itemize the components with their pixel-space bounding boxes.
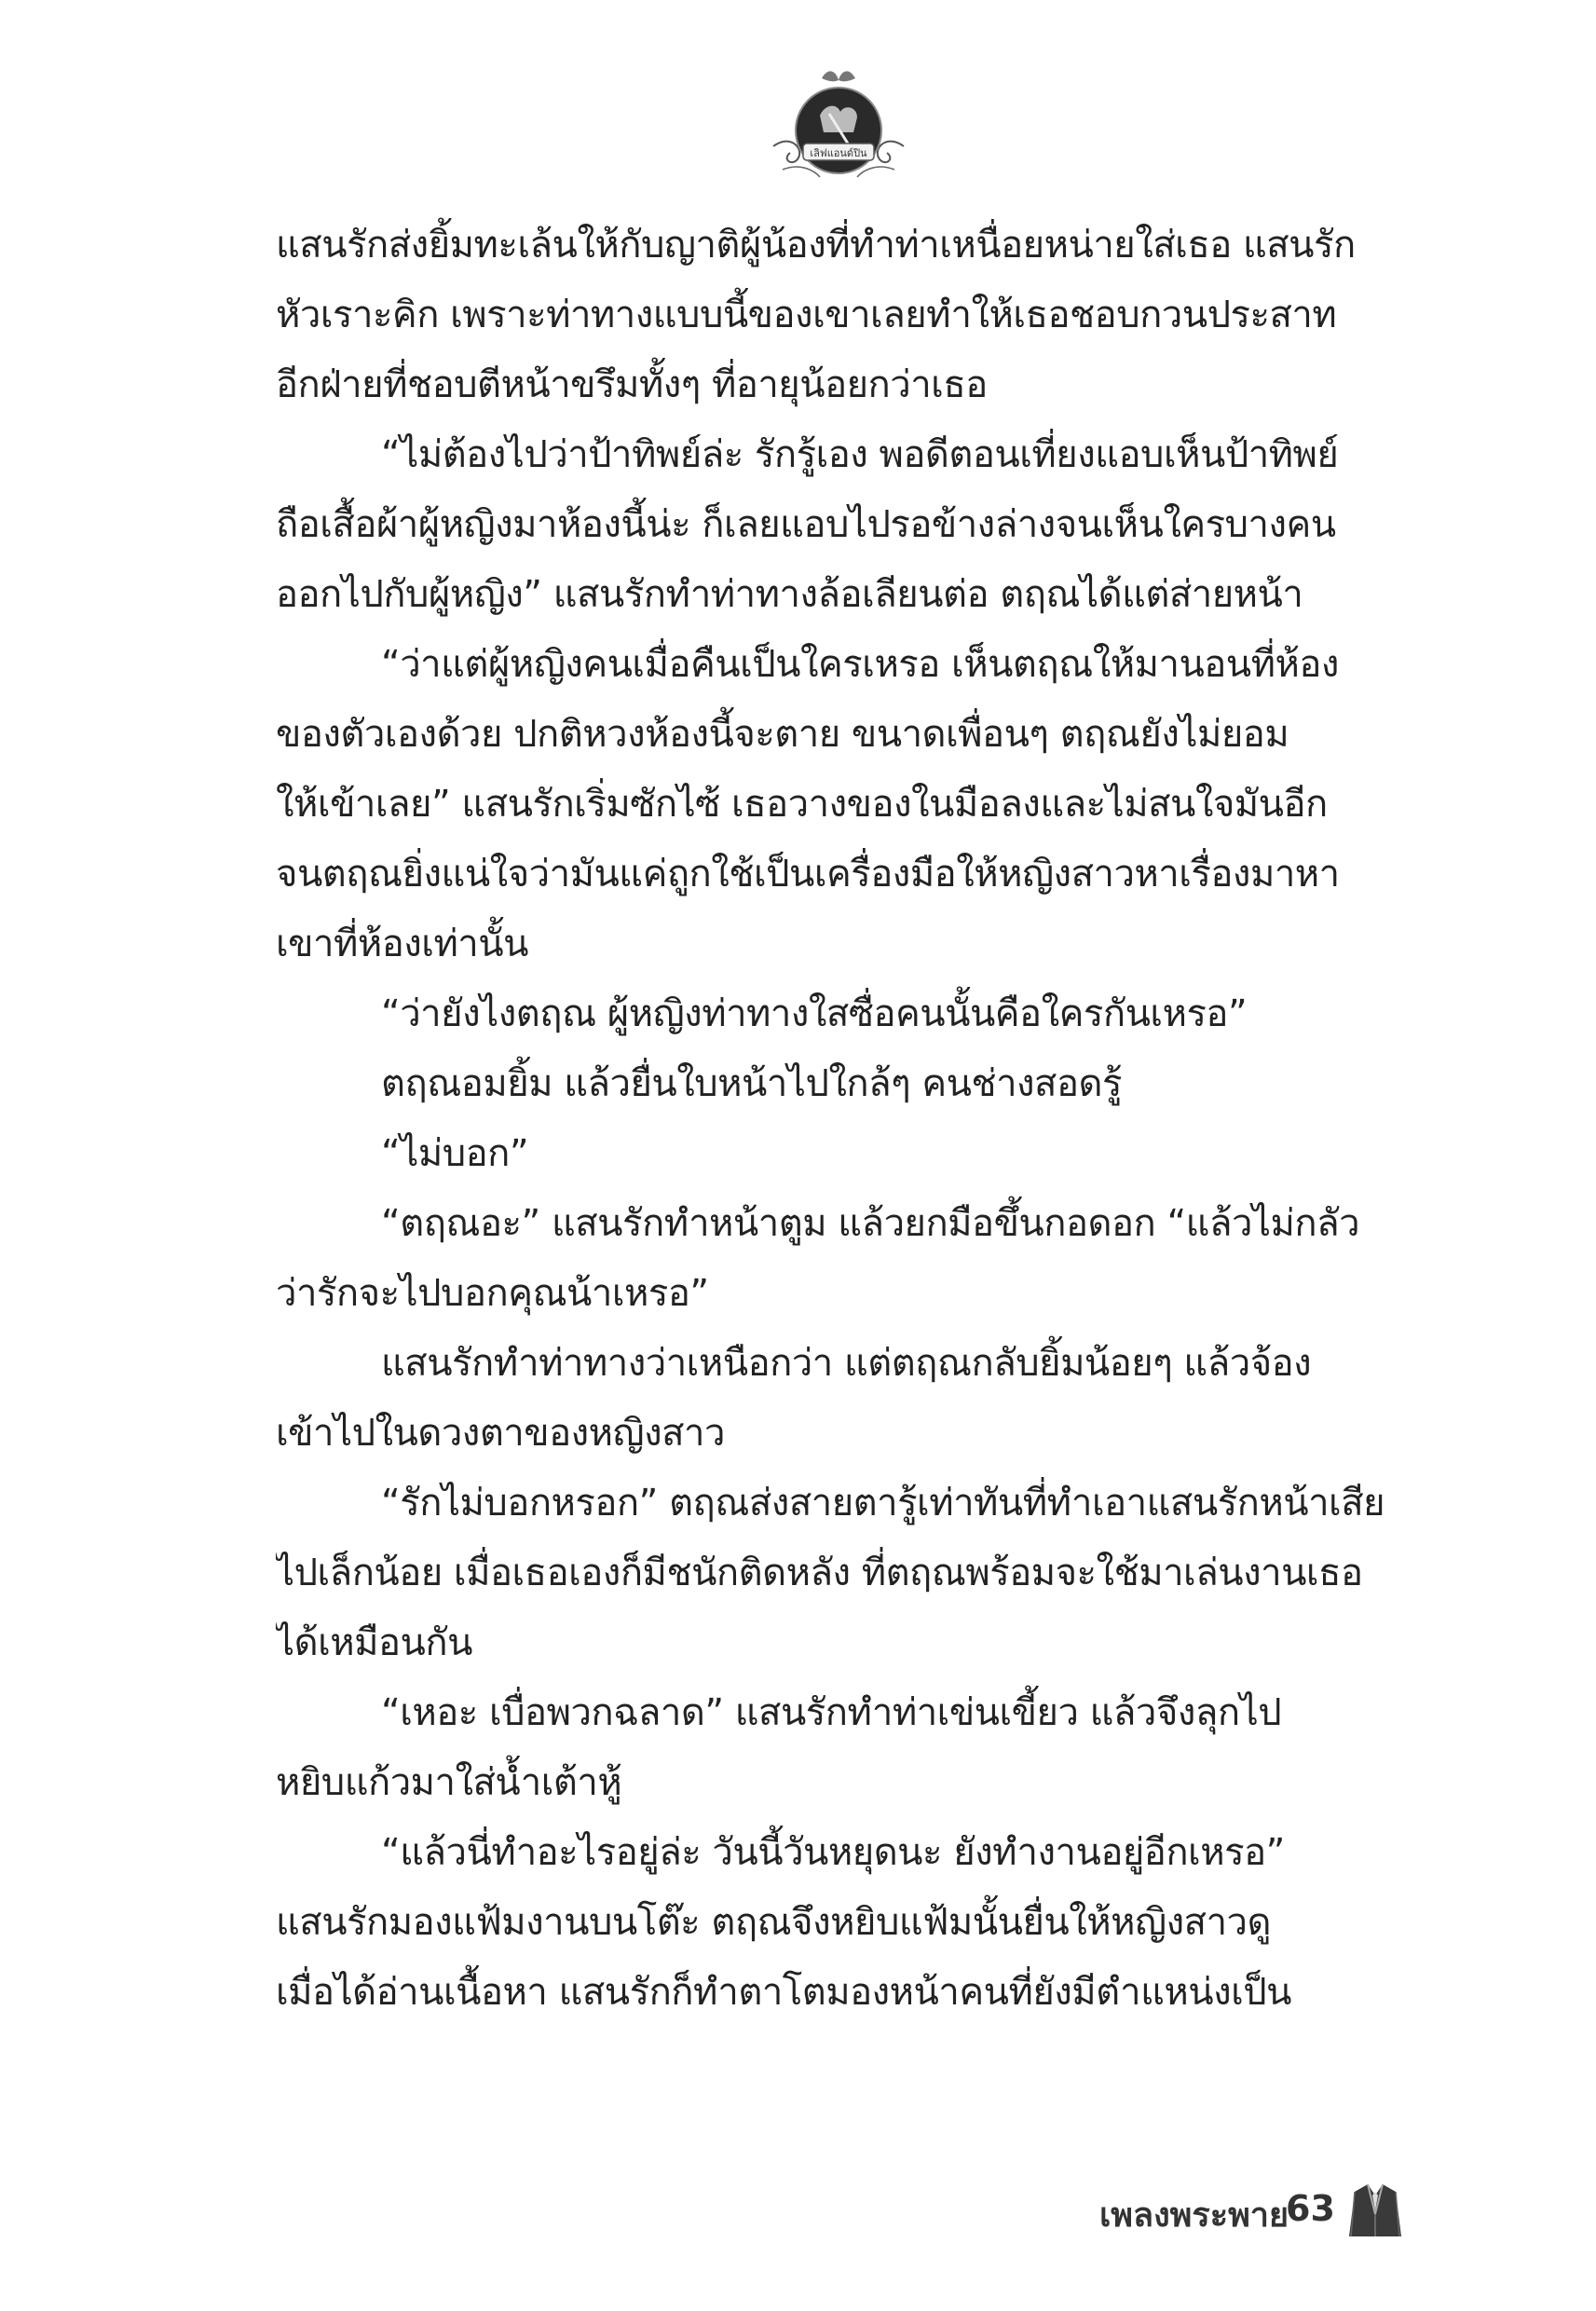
body-line: “ตฤณอะ” แสนรักทำหน้าตูม แล้วยกมือขึ้นกอดอก “แล้วไม่กลัว	[381, 1202, 1360, 1245]
body-line: ถือเสื้อผ้าผู้หญิงมาห้องนี้น่ะ ก็เลยแอบไปรอข้างล่างจนเห็นใครบางคน	[276, 503, 1336, 546]
body-line: ตฤณอมยิ้ม แล้วยื่นใบหน้าไปใกล้ๆ คนช่างสอดรู้	[381, 1062, 1122, 1105]
body-line: “เหอะ เบื่อพวกฉลาด” แสนรักทำท่าเข่นเขี้ยว แล้วจึงลุกไป	[381, 1691, 1282, 1734]
body-line: ว่ารักจะไปบอกคุณน้าเหรอ”	[276, 1272, 709, 1315]
body-line: อีกฝ่ายที่ชอบตีหน้าขรึมทั้งๆ ที่อายุน้อยกว่าเธอ	[276, 363, 988, 406]
book-title: เพลงพระพาย	[1099, 2196, 1289, 2235]
publisher-emblem-icon	[764, 58, 913, 188]
suit-jacket-icon	[1347, 2182, 1403, 2240]
body-line: แสนรักทำท่าทางว่าเหนือกว่า แต่ตฤณกลับยิ้มน้อยๆ แล้วจ้อง	[381, 1342, 1312, 1385]
body-line: “ว่ายังไงตฤณ ผู้หญิงท่าทางใสซื่อคนนั้นคือใครกันเหรอ”	[381, 992, 1248, 1035]
body-line: เขาที่ห้องเท่านั้น	[276, 923, 528, 965]
body-line: ของตัวเองด้วย ปกติหวงห้องนี้จะตาย ขนาดเพื่อนๆ ตฤณยังไม่ยอม	[276, 713, 1289, 756]
body-line: หยิบแก้วมาใส่น้ำเต้าหู้	[276, 1761, 622, 1804]
body-line: ให้เข้าเลย” แสนรักเริ่มซักไซ้ เธอวางของในมือลงและไม่สนใจมันอีก	[276, 783, 1328, 826]
body-line: ได้เหมือนกัน	[276, 1621, 472, 1664]
page-footer	[1099, 2182, 1416, 2248]
body-line: “รักไม่บอกหรอก” ตฤณส่งสายตารู้เท่าทันที่ทำเอาแสนรักหน้าเสีย	[381, 1482, 1385, 1525]
page-number: 63	[1286, 2188, 1335, 2229]
body-line: เข้าไปในดวงตาของหญิงสาว	[276, 1412, 725, 1455]
body-line: “แล้วนี่ทำอะไรอยู่ล่ะ วันนี้วันหยุดนะ ยังทำงานอยู่อีกเหรอ”	[381, 1831, 1285, 1874]
body-line: “ไม่บอก”	[381, 1132, 529, 1175]
body-line: ออกไปกับผู้หญิง” แสนรักทำท่าทางล้อเลียนต่อ ตฤณได้แต่ส่ายหน้า	[276, 573, 1303, 616]
body-line: “ไม่ต้องไปว่าป้าทิพย์ล่ะ รักรู้เอง พอดีตอนเที่ยงแอบเห็นป้าทิพย์	[381, 433, 1339, 476]
body-line: เมื่อได้อ่านเนื้อหา แสนรักก็ทำตาโตมองหน้าคนที่ยังมีตำแหน่งเป็น	[276, 1971, 1292, 2014]
body-line: ไปเล็กน้อย เมื่อเธอเองก็มีชนักติดหลัง ที่ตฤณพร้อมจะใช้มาเล่นงานเธอ	[276, 1552, 1363, 1594]
body-line: แสนรักส่งยิ้มทะเล้นให้กับญาติผู้น้องที่ทำท่าเหนื่อยหน่ายใส่เธอ แสนรัก	[276, 224, 1356, 267]
body-line: “ว่าแต่ผู้หญิงคนเมื่อคืนเป็นใครเหรอ เห็นตฤณให้มานอนที่ห้อง	[381, 643, 1339, 686]
body-line: จนตฤณยิ่งแน่ใจว่ามันแค่ถูกใช้เป็นเครื่องมือให้หญิงสาวหาเรื่องมาหา	[276, 853, 1340, 896]
body-line: แสนรักมองแฟ้มงานบนโต๊ะ ตฤณจึงหยิบแฟ้มนั้นยื่นให้หญิงสาวดู	[276, 1901, 1271, 1944]
emblem-banner-text: เลิฟแอนด์ปิน	[810, 147, 867, 159]
body-text	[276, 211, 1411, 2028]
body-line: หัวเราะคิก เพราะท่าทางแบบนี้ของเขาเลยทำให้เธอชอบกวนประสาท	[276, 294, 1337, 336]
